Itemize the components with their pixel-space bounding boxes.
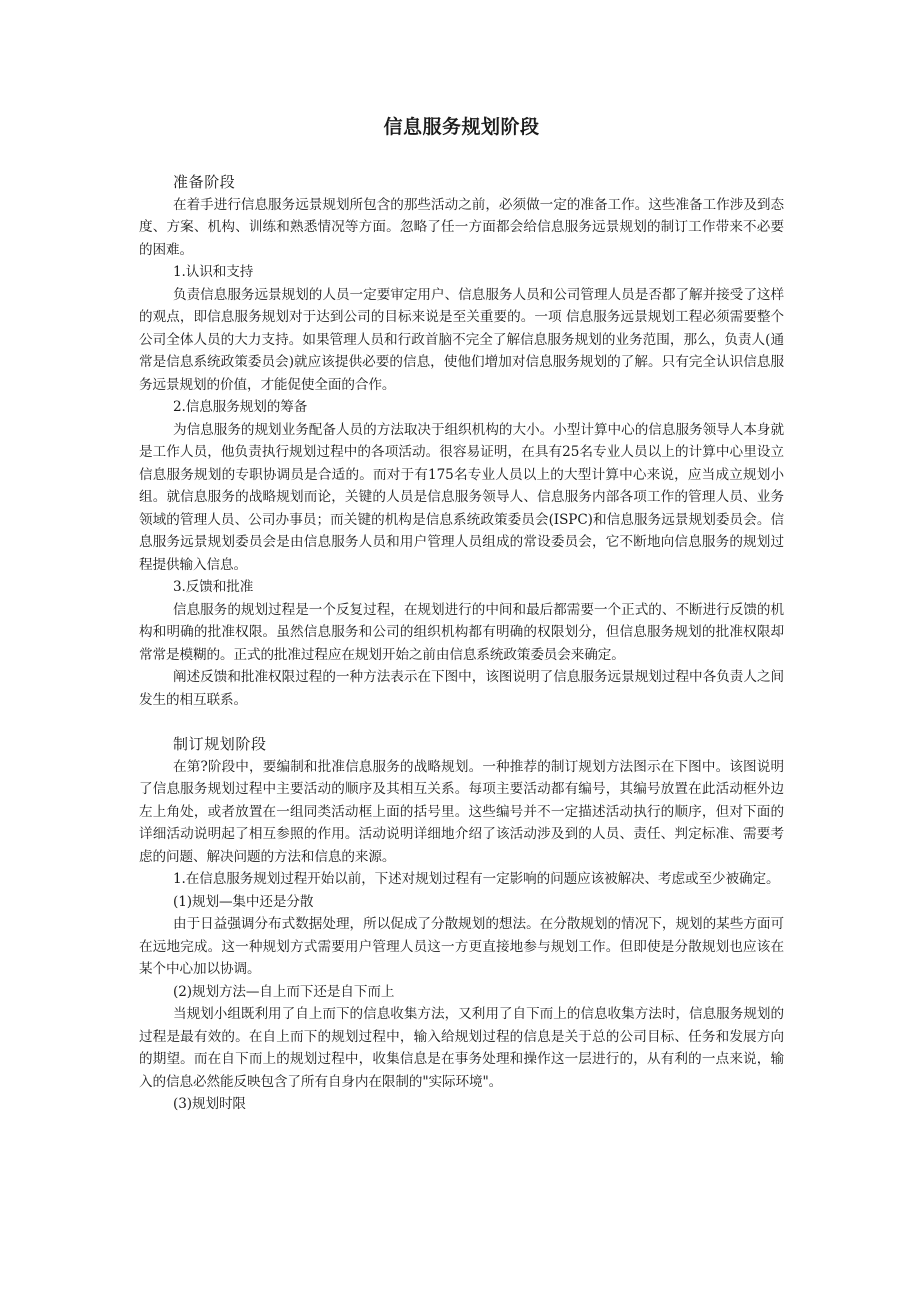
section-preparation (139, 171, 784, 711)
paragraph: 由于日益强调分布式数据处理，所以促成了分散规划的想法。在分散规划的情况下，规划的某些方面可在远地完成。这一种规划方式需要用户管理人员这一方更直接地参与规划工作。但即使是分散规划也应该在某个中心加以协调。 (139, 916, 784, 977)
section-heading: 准备阶段 (173, 173, 236, 191)
spacer (139, 141, 784, 171)
subheading: 1.认识和支持 (173, 264, 254, 280)
paragraph: 在着手进行信息服务远景规划所包含的那些活动之前，必须做一定的准备工作。这些准备工作涉及到态度、方案、机构、训练和熟悉情况等方面。忽略了任一方面都会给信息服务远景规划的制订工作带来不必要的困难。 (139, 196, 784, 258)
section-planning (139, 733, 784, 1116)
paragraph: 当规划小组既利用了自上而下的信息收集方法，又利用了自下而上的信息收集方法时，信息服务规划的过程是最有效的。在自上而下的规划过程中，输入给规划过程的信息是关于总的公司目标、任务和发展方向的期望。而在自下而上的规划过程中，收集信息是在事务处理和操作这一层进行的，从有利的一点来说，输入的信息必然能反映包含了所有自身内在限制的"实际环境"。 (139, 1006, 784, 1090)
paragraph: 在第?阶段中，要编制和批准信息服务的战略规划。一种推荐的制订规划方法图示在下图中。该图说明了信息服务规划过程中主要活动的顺序及其相互关系。每项主要活动都有编号，其编号放置在此活动框外边左上角处，或者放置在一组同类活动框上面的括号里。这些编号并不一定描述活动执行的顺序，但对下面的详细活动说明起了相互参照的作用。活动说明详细地介绍了该活动涉及到的人员、责任、判定标准、需要考虑的问题、解决问题的方法和信息的来源。 (139, 758, 784, 865)
paragraph: 负责信息服务远景规划的人员一定要审定用户、信息服务人员和公司管理人员是否都了解并接受了这样的观点，即信息服务规划对于达到公司的目标来说是至关重要的。一项 信息服务远景规划工程必须需要整个公司全体人员的大力支持。如果管理人员和行政首脑不完全了解信息服务规划的业务范围，那么，负责人(通常是信息系统政策委员会)就应该提供必要的信息，使他们增加对信息服务规划的了解。只有完全认识信息服务远景规划的价值，才能促使全面的合作。 (139, 286, 784, 393)
subheading: (3)规划时限 (173, 1096, 246, 1112)
subheading: (2)规划方法—自上而下还是自下而上 (173, 983, 395, 1000)
subheading: 3.反馈和批准 (173, 579, 254, 595)
paragraph: 为信息服务的规划业务配备人员的方法取决于组织机构的大小。小型计算中心的信息服务领导人本身就是工作人员，他负责执行规划过程中的各项活动。很容易证明，在具有25名专业人员以上的计算中心里设立信息服务规划的专职协调员是合适的。而对于有175名专业人员以上的大型计算中心来说，应当成立规划小组。就信息服务的战略规划而论，关键的人员是信息服务领导人、信息服务内部各项工作的管理人员、业务领域的管理人员、公司办事员；而关键的机构是信息系统政策委员会(ISPC)和信息服务远景规划委员会。信息服务远景规划委员会是由信息服务人员和用户管理人员组成的常设委员会，它不断地向信息服务的规划过程提供输入信息。 (139, 421, 784, 573)
document-page (139, 0, 784, 1116)
subheading: 2.信息服务规划的筹备 (173, 399, 308, 415)
paragraph: 阐述反馈和批准权限过程的一种方法表示在下图中，该图说明了信息服务远景规划过程中各负责人之间发生的相互联系。 (139, 669, 784, 708)
document-title: 信息服务规划阶段 (383, 116, 540, 138)
paragraph: 信息服务的规划过程是一个反复过程，在规划进行的中间和最后都需要一个正式的、不断进行反馈的机构和明确的批准权限。虽然信息服务和公司的组织机构都有明确的权限划分，但信息服务规划的批准权限却常常是模糊的。正式的批准过程应在规划开始之前由信息系统政策委员会来确定。 (139, 601, 784, 663)
paragraph: 1.在信息服务规划过程开始以前，下述对规划过程有一定影响的问题应该被解决、考虑或至少被确定。 (173, 871, 780, 887)
subheading: (1)规划—集中还是分散 (173, 893, 314, 910)
section-heading: 制订规划阶段 (173, 735, 267, 753)
spacer (139, 711, 784, 733)
